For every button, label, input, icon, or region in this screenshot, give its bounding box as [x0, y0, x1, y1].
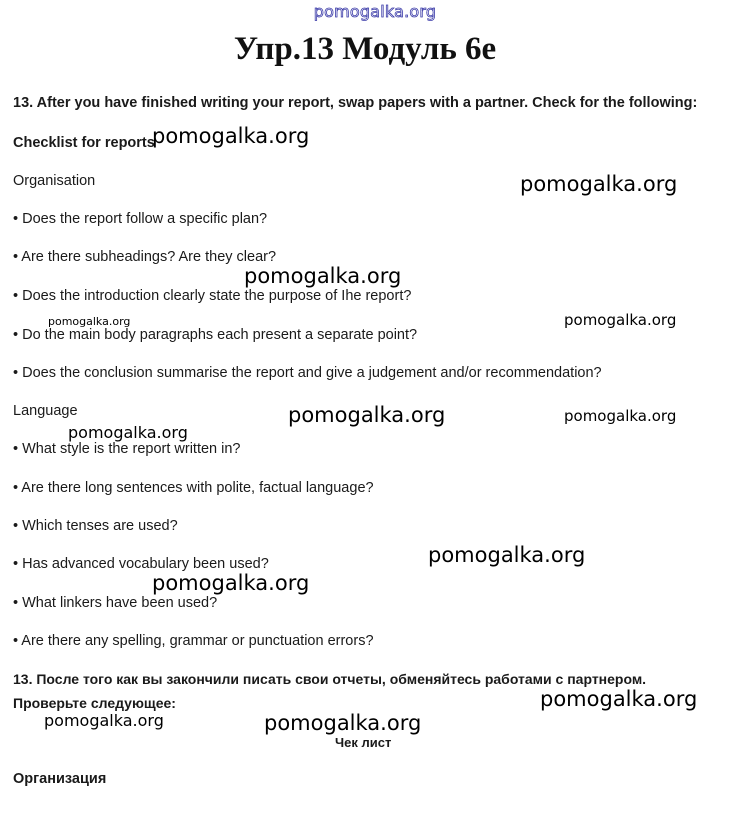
watermark: pomogalka.org: [152, 571, 310, 595]
language-heading: Language: [13, 403, 78, 419]
list-item: • Which tenses are used?: [13, 518, 178, 534]
list-item: • Does the conclusion summarise the report and give a judgement and/or recommendation?: [13, 365, 602, 381]
watermark: pomogalka.org: [564, 311, 677, 329]
list-item: • What linkers have been used?: [13, 595, 218, 611]
watermark: pomogalka.org: [44, 711, 164, 730]
watermark: pomogalka.org: [520, 172, 678, 196]
checklist-russian: Чек лист: [335, 735, 392, 750]
watermark: pomogalka.org: [264, 711, 422, 735]
watermark: pomogalka.org: [68, 423, 188, 442]
task-russian: 13. После того как вы закончили писать свои отчеты, обменяйтесь работами с партнером.: [13, 671, 647, 687]
watermark: pomogalka.org: [540, 687, 698, 711]
watermark: pomogalka.org: [152, 124, 310, 148]
list-item: • Are there any spelling, grammar or punctuation errors?: [13, 633, 374, 649]
watermark: pomogalka.org: [244, 264, 402, 288]
page-title: Упр.13 Модуль 6е: [233, 31, 497, 67]
list-item: • Are there subheadings? Are they clear?: [13, 249, 277, 265]
task-english: 13. After you have finished writing your report, swap papers with a partner. Check for the following:: [13, 95, 698, 111]
list-item: • Does the report follow a specific plan?: [13, 211, 268, 227]
top-watermark: pomogalka.org: [313, 2, 437, 21]
organisation-russian: Организация: [13, 771, 107, 787]
list-item: • Are there long sentences with polite, factual language?: [13, 480, 374, 496]
task-russian-2: Проверьте следующее:: [13, 695, 176, 711]
watermark: pomogalka.org: [428, 543, 586, 567]
list-item: • Does the introduction clearly state the purpose of Ihe report?: [13, 288, 412, 304]
watermark: pomogalka.org: [564, 407, 677, 425]
watermark: pomogalka.org: [288, 403, 446, 427]
list-item: • What style is the report written in?: [13, 441, 241, 457]
checklist-heading: Checklist for reports: [13, 135, 155, 151]
list-item: • Has advanced vocabulary been used?: [13, 556, 269, 572]
list-item: • Do the main body paragraphs each present a separate point?: [13, 327, 418, 343]
organisation-heading: Organisation: [13, 173, 96, 189]
watermark: pomogalka.org: [48, 315, 131, 328]
